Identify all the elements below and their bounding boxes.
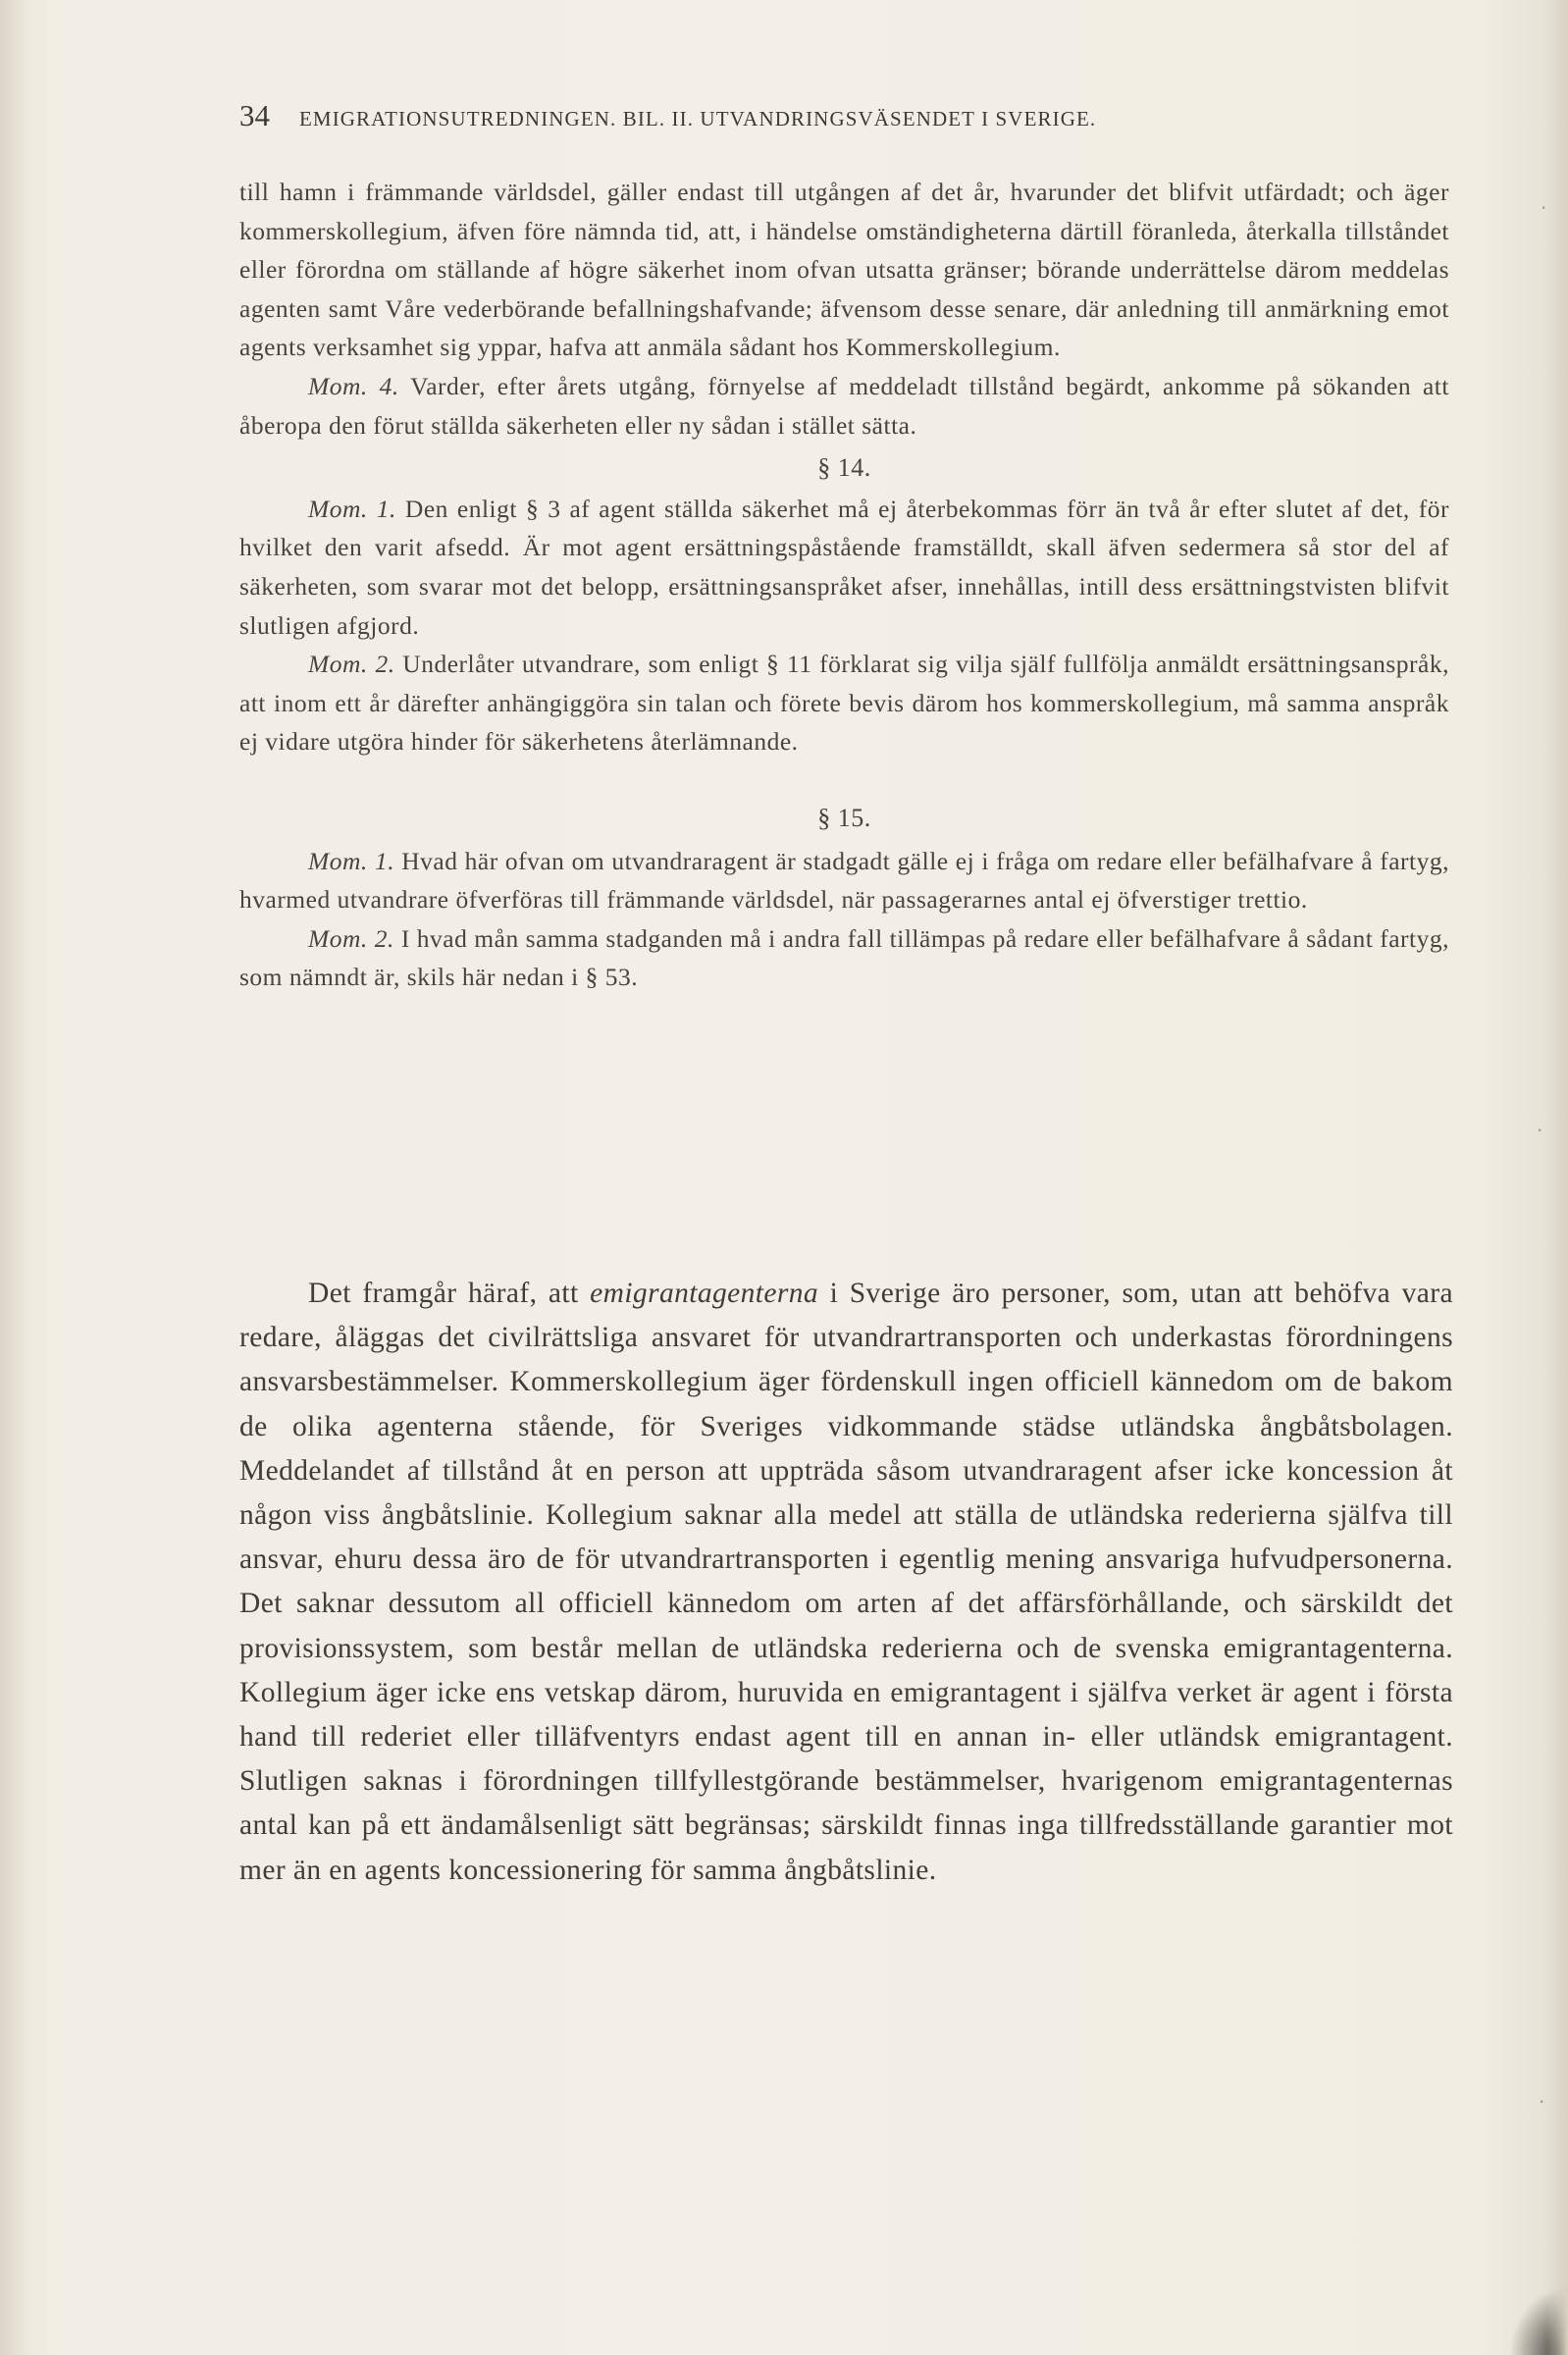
paragraph-text: I hvad mån samma stadganden må i andra fall tillämpas på redare eller befälhafvare å sådant fartyg, som nämndt är, skils här nedan i § 53. bbox=[239, 923, 1449, 992]
paragraph-mom bbox=[239, 490, 1449, 645]
paragraph-text: Varder, efter årets utgång, förnyelse af meddeladt tillstånd begärdt, ankomme på sökanden att åberopa den förut ställda säkerheten eller ny sådan i stället sätta. bbox=[239, 371, 1449, 440]
paragraph-text-rest: i Sverige äro personer, som, utan att behöfva vara redare, åläggas det civilrättsliga ansvaret för utvandrartransporten och underkastas förordningens ansvarsbestämmelser. Kommerskollegium äger fördenskull ingen officiell kännedom om de bakom de olika agenterna stående, för Sveriges vidkommande städse utländska ångbåtsbolagen. Meddelandet af tillstånd åt en person att uppträda såsom utvandraragent afser icke koncession åt någon viss ångbåtslinie. Kollegium saknar alla medel att ställa de utländska rederierna själfva till ansvar, ehuru dessa äro de för utvandrartransporten i egentlig mening ansvariga hufvudpersonerna. Det saknar dessutom all officiell kännedom om arten af det affärsförhållande, och särskildt det provisionssystem, som består mellan de utländska rederierna och de svenska emigrantagenterna. Kollegium äger icke ens vetskap därom, huruvida en emigrantagent i själfva verket är agent i första hand till rederiet eller tilläfventyrs endast agent till en annan in- eller utländsk emigrantagent. Slutligen saknas i förordningen tillfyllestgörande bestämmelser, hvarigenom emigrantagenternas antal kan på ett ändamålsenligt sätt begränsas; särskildt finnas inga tillfredsställande garantier mot mer än en agents koncessionering för samma ångbåtslinie. bbox=[239, 1278, 1454, 1886]
running-title: EMIGRATIONSUTREDNINGEN. BIL. II. UTVANDRINGSVÄSENDET I SVERIGE. bbox=[299, 107, 1097, 131]
mom-label: Mom. 2. bbox=[308, 923, 394, 953]
paragraph-text: till hamn i främmande världsdel, gäller endast till utgången af det år, hvarunder det blifvit utfärdadt; och äger kommerskollegium, äfven före nämnda tid, att, i händelse omständigheterna därtill föranleda, återkalla tillståndet eller förordna om ställande af högre säkerhet inom ofvan utsatta gränser; börande underrättelse därom meddelas agenten samt Våre vederbörande befallningshafvande; äfvensom desse senare, där anledning till anmärkning emot agents verksamhet sig yppar, hafva att anmäla sådant hos Kommerskollegium. bbox=[239, 178, 1449, 362]
page-number: 34 bbox=[239, 98, 270, 132]
mom-label: Mom. 4. bbox=[308, 371, 399, 400]
margin-mark: · bbox=[1539, 2090, 1545, 2114]
paragraph-text: Hvad här ofvan om utvandraragent är stadgadt gälle ej i fråga om redare eller befälhafvare å fartyg, hvarmed utvandrare öfverföras till främmande världsdel, när passagerarnes antal ej öfverstiger trettio. bbox=[239, 846, 1449, 915]
paragraph-continuation bbox=[239, 173, 1449, 367]
paragraph-mom bbox=[239, 645, 1449, 761]
paragraph-text-start: Det framgår häraf, att bbox=[308, 1278, 591, 1309]
paragraph-mom bbox=[239, 919, 1449, 997]
mom-label: Mom. 1. bbox=[308, 846, 395, 875]
paragraph-mom bbox=[239, 842, 1449, 919]
page-header bbox=[239, 98, 1462, 141]
paragraph-text: Den enligt § 3 af agent ställda säkerhet må ej återbekommas förr än två år efter slutet af det, för hvilket den varit afsedd. Är mot agent ersättningspåstående framställdt, skall äfven sedermera så stor del af säkerheten, som svarar mot det belopp, ersättningsanspråket afser, innehållas, intill dess ersättningstvisten blifvit slutligen afgjord. bbox=[239, 494, 1449, 640]
paragraph-text: Underlåter utvandrare, som enligt § 11 förklarat sig vilja själf fullfölja anmäldt ersättningsanspråk, att inom ett år därefter anhängiggöra sin talan och förete bevis därom hos kommerskollegium, må samma anspråk ej vidare utgöra hinder för säkerhetens återlämnande. bbox=[239, 650, 1449, 757]
mom-label: Mom. 2. bbox=[308, 650, 395, 679]
ordinance-excerpt bbox=[239, 173, 1449, 997]
mom-label: Mom. 1. bbox=[308, 494, 396, 523]
paragraph-mom bbox=[239, 367, 1449, 445]
margin-mark: · bbox=[1537, 1119, 1543, 1142]
margin-mark: · bbox=[1541, 196, 1547, 220]
section-heading: § 14. bbox=[817, 453, 871, 483]
emphasized-term: emigrantagenterna bbox=[590, 1278, 819, 1309]
commentary-paragraph bbox=[239, 1272, 1453, 1893]
section-heading: § 15. bbox=[817, 803, 871, 832]
page-corner-shadow bbox=[1509, 2286, 1568, 2355]
commentary-block bbox=[239, 1272, 1453, 1893]
